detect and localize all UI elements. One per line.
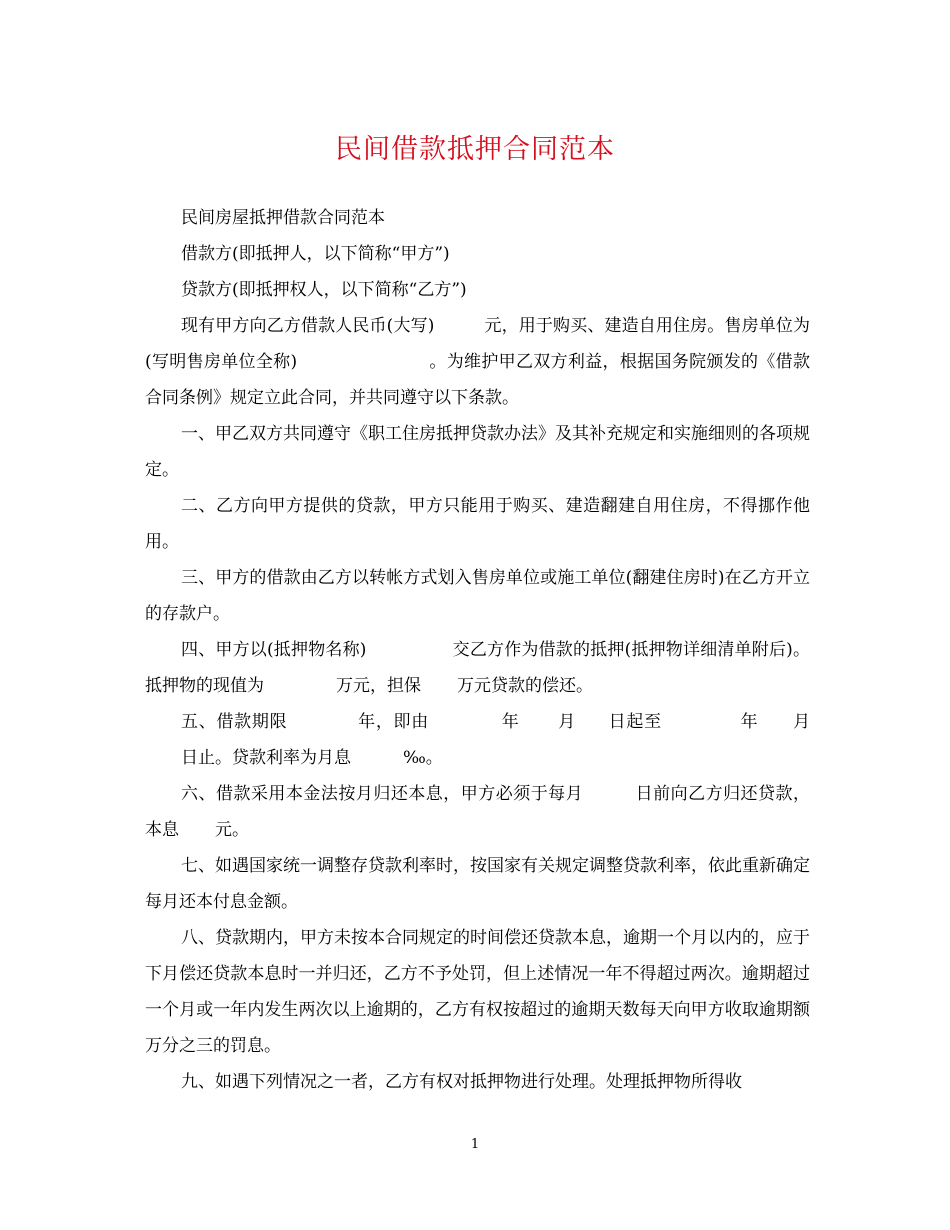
- paragraph-text: 借款方(即抵押人，以下简称“甲方”): [181, 244, 450, 264]
- paragraph-text: 二、乙方向甲方提供的贷款，甲方只能用于购买、建造翻建自用住房，不得挪作他用。: [145, 496, 810, 552]
- paragraph-text: 七、如遇国家统一调整存贷款利率时，按国家有关规定调整贷款利率，依此重新确定每月还本付息金额。: [145, 856, 810, 912]
- page-number: 1: [470, 1137, 480, 1152]
- paragraph-text: 贷款方(即抵押权人，以下简称“乙方”): [181, 280, 467, 300]
- paragraph-text: 四、甲方以(抵押物名称): [181, 640, 367, 660]
- paragraph: [145, 236, 810, 272]
- document-body: [145, 200, 810, 1100]
- paragraph-text: 年: [501, 712, 520, 732]
- paragraph-text: 民间房屋抵押借款合同范本: [181, 208, 385, 228]
- paragraph-text: ‰。: [403, 748, 443, 768]
- paragraph-text: 三、甲方的借款由乙方以转帐方式划入售房单位或施工单位(翻建住房时)在乙方开立的存款户。: [145, 568, 810, 624]
- paragraph-text: 年: [739, 712, 759, 732]
- document-title: 民间借款抵押合同范本: [335, 134, 615, 165]
- paragraph: [145, 308, 810, 416]
- paragraph-text: 月: [557, 712, 576, 732]
- paragraph-text: 万元贷款的偿还。: [457, 676, 593, 696]
- paragraph: [145, 272, 810, 308]
- paragraph: [145, 200, 810, 236]
- paragraph-text: 月: [792, 712, 811, 732]
- paragraph-text: 万元，担保: [336, 676, 421, 696]
- paragraph-text: 八、贷款期内，甲方未按本合同规定的时间偿还贷款本息，逾期一个月以内的，应于下月偿还贷款本息时一并归还，乙方不予处罚，但上述情况一年不得超过两次。逾期超过一个月或一年内发生两次以上逾期的，乙方有权按超过的逾期天数每天向甲方收取逾期额万分之三的罚息。: [145, 928, 810, 1056]
- paragraph-text: 日起至: [607, 712, 662, 732]
- paragraph: [145, 1064, 810, 1100]
- paragraph: [145, 632, 810, 704]
- paragraph: [145, 920, 810, 1064]
- paragraph-text: 。为维护甲乙双方利益，根据国务院颁发的《借款合同条例》规定立此合同，并共同遵守以下条款。: [145, 352, 811, 408]
- paragraph-text: 五、借款期限: [181, 712, 288, 732]
- paragraph-text: 现有甲方向乙方借款人民币(大写): [181, 316, 435, 336]
- paragraph-text: 六、借款采用本金法按月归还本息，甲方必须于每月: [181, 784, 584, 804]
- paragraph-text: 一、甲乙双方共同遵守《职工住房抵押贷款办法》及其补充规定和实施细则的各项规定。: [145, 424, 810, 480]
- paragraph: [145, 776, 810, 848]
- paragraph: [145, 560, 810, 632]
- paragraph-text: 年，即由: [357, 712, 430, 732]
- paragraph-text: 九、如遇下列情况之一者，乙方有权对抵押物进行处理。处理抵押物所得收: [181, 1072, 742, 1092]
- paragraph-text: 元，用于购买、建造自用住房。售房单位为(写明售房单位全称): [145, 316, 811, 372]
- paragraph-text: 日止。贷款利率为月息: [181, 748, 351, 768]
- paragraph: [145, 416, 810, 488]
- paragraph: [145, 488, 810, 560]
- paragraph: [145, 704, 810, 776]
- paragraph-text: 交乙方作为借款的抵押(抵押物详细清单附后)。抵押物的现值为: [145, 640, 810, 696]
- paragraph-text: 日前向乙方归还贷款，本息: [145, 784, 811, 840]
- paragraph: [145, 848, 810, 920]
- paragraph-text: 元。: [215, 820, 249, 840]
